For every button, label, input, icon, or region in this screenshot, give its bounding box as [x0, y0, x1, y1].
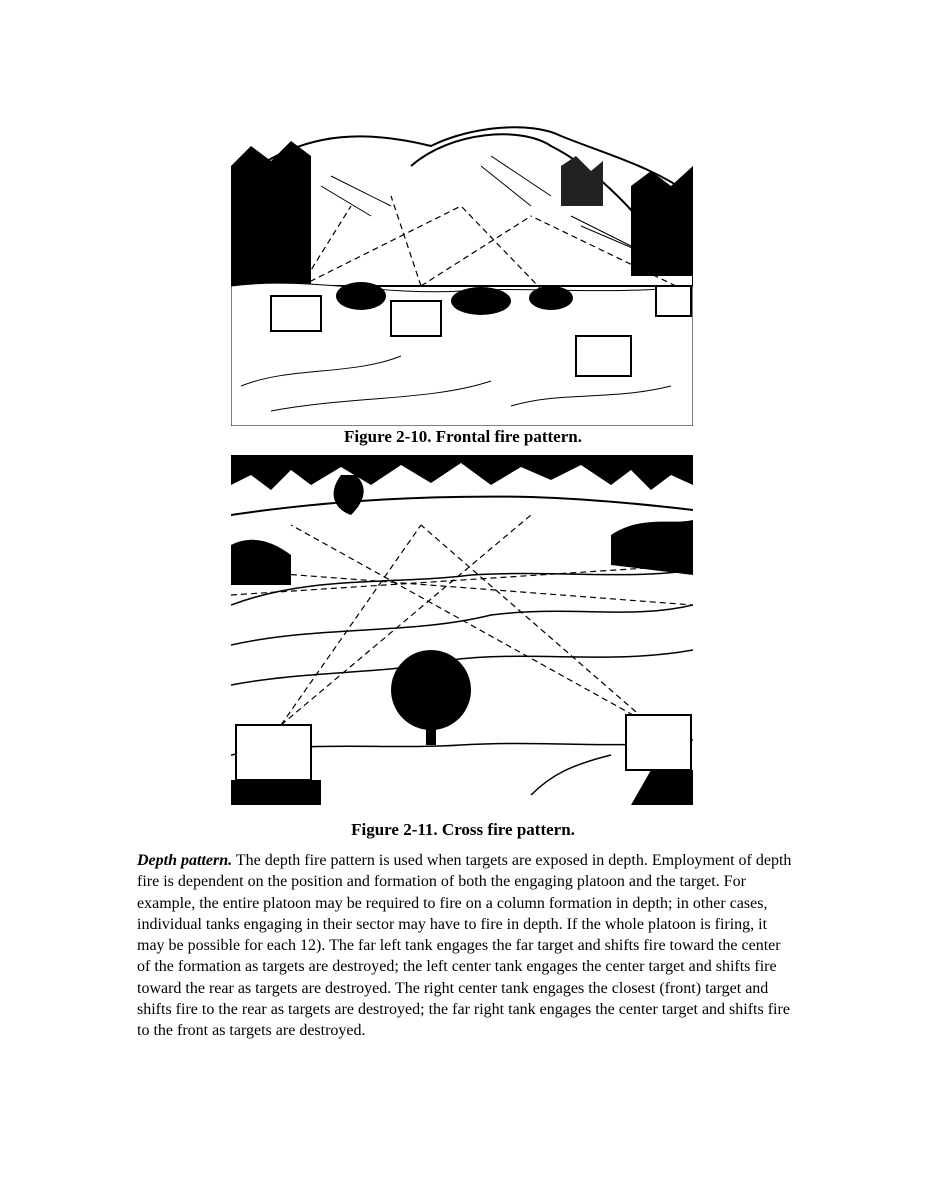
- cross-fire-drawing: [231, 455, 693, 805]
- figure-caption: Figure 2-10. Frontal fire pattern.: [344, 427, 582, 446]
- paragraph-text: The depth fire pattern is used when targets are exposed in depth. Employment of depth fire is dependent on the position and formation of both the engaging platoon and the target. For example, the entire platoon may be required to fire on a column formation in depth; in other cases, individual tanks engaging in their sector may have to fire in depth. If the whole platoon is firing, it may be possible for each 12). The far left tank engages the far target and shifts fire toward the center of the formation as targets are destroyed; the left center tank engages the center target and shifts fire toward the rear as targets are destroyed. The right center tank engages the closest (front) target and shifts fire to the rear as targets are destroyed; the far right tank engages the center target and shifts fire to the front as targets are destroyed.: [137, 852, 792, 1040]
- frontal-fire-illustration: [231, 126, 693, 426]
- paragraph-lead: Depth pattern.: [137, 852, 233, 869]
- frontal-fire-drawing: [231, 126, 693, 426]
- cross-fire-illustration: [231, 455, 693, 805]
- figure-caption: Figure 2-11. Cross fire pattern.: [351, 820, 575, 839]
- body-paragraph: [137, 850, 797, 1042]
